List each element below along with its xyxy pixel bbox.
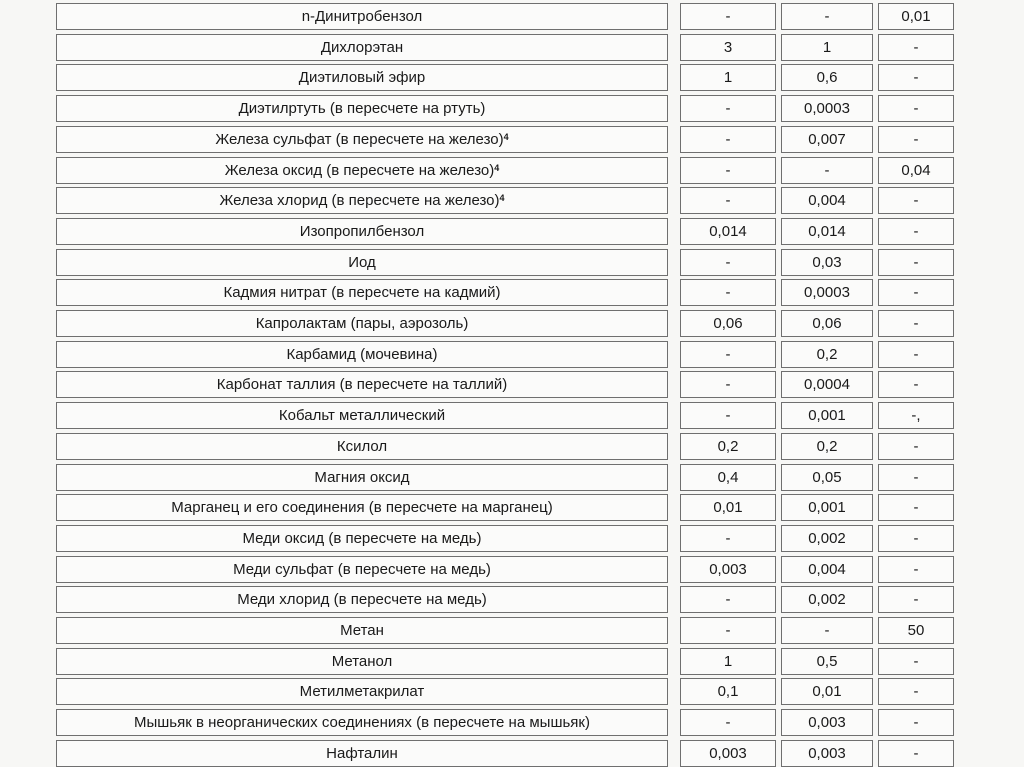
substance-name-cell: [56, 464, 668, 491]
substance-name-cell: [56, 556, 668, 583]
value-cell-1: -: [680, 279, 776, 306]
table-row: [0, 586, 1024, 613]
substance-name: Меди хлорид (в пересчете на медь): [237, 591, 487, 609]
table-row: [0, 64, 1024, 91]
table-row: [0, 740, 1024, 767]
substance-name: Мышьяк в неорганических соединениях (в пересчете на мышьяк): [134, 714, 590, 732]
substance-name-cell: [56, 617, 668, 644]
substance-name-cell: [56, 402, 668, 429]
substance-name: Железа хлорид (в пересчете на железо): [219, 192, 500, 210]
substance-name: Метанол: [331, 652, 393, 670]
value-cell-1: -: [680, 402, 776, 429]
value-cell-2: 0,0003: [781, 95, 873, 122]
value-cell-1: 1: [680, 648, 776, 675]
value-cell-1: -: [680, 525, 776, 552]
value-cell-1: -: [680, 157, 776, 184]
substance-name-cell: [56, 187, 668, 214]
value-cell-2: 0,2: [781, 341, 873, 368]
value-cell-2: 0,004: [781, 556, 873, 583]
table-row: [0, 126, 1024, 153]
value-cell-2: 0,007: [781, 126, 873, 153]
value-cell-1: 0,06: [680, 310, 776, 337]
substance-name: Марганец и его соединения (в пересчете на марганец): [171, 499, 553, 517]
table-row: [0, 341, 1024, 368]
table-row: [0, 34, 1024, 61]
substance-name: Капролактам (пары, аэрозоль): [255, 315, 469, 332]
value-cell-2: 0,0003: [781, 279, 873, 306]
value-cell-3: -: [878, 371, 954, 398]
footnote-mark: 4: [499, 193, 505, 204]
value-cell-2: 1: [781, 34, 873, 61]
value-cell-3: 0,04: [878, 157, 954, 184]
value-cell-1: -: [680, 187, 776, 214]
value-cell-2: 0,003: [781, 740, 873, 767]
table-row: [0, 617, 1024, 644]
substance-name: Меди оксид (в пересчете на медь): [242, 529, 482, 547]
substance-name-cell: [56, 64, 668, 91]
value-cell-3: -: [878, 678, 954, 705]
table-row: [0, 678, 1024, 705]
value-cell-3: -: [878, 586, 954, 613]
value-cell-1: 0,003: [680, 556, 776, 583]
value-cell-2: 0,2: [781, 433, 873, 460]
substance-name-cell: [56, 34, 668, 61]
substance-name: Железа сульфат (в пересчете на железо): [215, 130, 504, 148]
value-cell-1: -: [680, 3, 776, 30]
substance-name-cell: [56, 310, 668, 337]
value-cell-1: -: [680, 617, 776, 644]
value-cell-2: 0,004: [781, 187, 873, 214]
substance-name: Карбамид (мочевина): [286, 345, 438, 363]
value-cell-3: -: [878, 34, 954, 61]
value-cell-2: 0,002: [781, 586, 873, 613]
table-row: [0, 433, 1024, 460]
value-cell-1: 0,2: [680, 433, 776, 460]
value-cell-2: 0,6: [781, 64, 873, 91]
value-cell-2: 0,5: [781, 648, 873, 675]
substance-name: Кобальт металлический: [278, 407, 446, 425]
value-cell-1: -: [680, 126, 776, 153]
substance-name-cell: [56, 586, 668, 613]
substance-name: Метилметакрилат: [299, 683, 425, 701]
value-cell-1: 0,1: [680, 678, 776, 705]
value-cell-3: -: [878, 556, 954, 583]
value-cell-1: 0,014: [680, 218, 776, 245]
substance-name: Кадмия нитрат (в пересчете на кадмий): [223, 284, 501, 302]
substance-name-cell: [56, 126, 668, 153]
substance-name-cell: [56, 3, 668, 30]
value-cell-2: -: [781, 617, 873, 644]
value-cell-2: 0,002: [781, 525, 873, 552]
table-row: [0, 525, 1024, 552]
table-row: [0, 95, 1024, 122]
value-cell-3: -: [878, 126, 954, 153]
substance-name-cell: [56, 341, 668, 368]
substance-name-cell: [56, 648, 668, 675]
value-cell-3: -: [878, 64, 954, 91]
table-row: [0, 402, 1024, 429]
substance-name: Железа оксид (в пересчете на железо): [224, 161, 495, 179]
value-cell-3: -: [878, 740, 954, 767]
table-row: [0, 3, 1024, 30]
substance-name-cell: [56, 433, 668, 460]
substance-name-cell: [56, 157, 668, 184]
table-row: [0, 187, 1024, 214]
substance-name: Изопропилбензол: [299, 222, 425, 240]
value-cell-3: -: [878, 249, 954, 276]
table-row: [0, 157, 1024, 184]
value-cell-3: -: [878, 218, 954, 245]
value-cell-1: -: [680, 341, 776, 368]
value-cell-3: -,: [878, 402, 954, 429]
table-row: [0, 218, 1024, 245]
substance-name: Диэтиловый эфир: [298, 69, 426, 87]
value-cell-3: -: [878, 648, 954, 675]
value-cell-1: -: [680, 586, 776, 613]
substance-name-cell: [56, 95, 668, 122]
value-cell-1: -: [680, 371, 776, 398]
value-cell-1: 0,003: [680, 740, 776, 767]
substance-name-cell: [56, 525, 668, 552]
table-row: [0, 556, 1024, 583]
value-cell-2: 0,001: [781, 402, 873, 429]
table-row: [0, 371, 1024, 398]
substance-name: Иод: [348, 253, 376, 271]
value-cell-1: 1: [680, 64, 776, 91]
value-cell-1: 3: [680, 34, 776, 61]
substance-name-cell: [56, 678, 668, 705]
footnote-mark: 4: [503, 131, 509, 142]
table-row: [0, 494, 1024, 521]
table-row: [0, 464, 1024, 491]
substance-name: Метан: [340, 622, 384, 639]
substance-name-cell: [56, 249, 668, 276]
substance-name: Нафталин: [326, 744, 398, 762]
table-row: [0, 249, 1024, 276]
value-cell-3: -: [878, 279, 954, 306]
substance-name-cell: [56, 279, 668, 306]
table-row: [0, 648, 1024, 675]
value-cell-3: 0,01: [878, 3, 954, 30]
substance-name-cell: [56, 709, 668, 736]
table-row: [0, 279, 1024, 306]
substance-name: Магния оксид: [314, 468, 410, 486]
value-cell-3: -: [878, 95, 954, 122]
value-cell-2: 0,03: [781, 249, 873, 276]
value-cell-3: -: [878, 464, 954, 491]
value-cell-1: 0,01: [680, 494, 776, 521]
value-cell-2: 0,014: [781, 218, 873, 245]
value-cell-1: -: [680, 249, 776, 276]
value-cell-1: -: [680, 709, 776, 736]
value-cell-2: 0,0004: [781, 371, 873, 398]
substance-name-cell: [56, 371, 668, 398]
table-row: [0, 709, 1024, 736]
value-cell-1: 0,4: [680, 464, 776, 491]
value-cell-3: -: [878, 310, 954, 337]
value-cell-1: -: [680, 95, 776, 122]
value-cell-2: 0,003: [781, 709, 873, 736]
value-cell-2: -: [781, 3, 873, 30]
substance-name: Дихлорэтан: [320, 38, 404, 56]
value-cell-3: 50: [878, 617, 954, 644]
value-cell-3: -: [878, 433, 954, 460]
value-cell-2: 0,001: [781, 494, 873, 521]
value-cell-2: 0,01: [781, 678, 873, 705]
substance-name: Меди сульфат (в пересчете на медь): [233, 560, 491, 578]
table-row: [0, 310, 1024, 337]
substance-name: Диэтилртуть (в пересчете на ртуть): [238, 100, 486, 118]
substance-name-cell: [56, 740, 668, 767]
value-cell-2: 0,05: [781, 464, 873, 491]
footnote-mark: 4: [494, 162, 500, 173]
substance-name: Карбонат таллия (в пересчете на таллий): [216, 376, 508, 394]
value-cell-2: 0,06: [781, 310, 873, 337]
substance-name-cell: [56, 494, 668, 521]
value-cell-3: -: [878, 341, 954, 368]
substance-name: n-Динитробензол: [301, 8, 423, 25]
substance-name: Ксилол: [336, 437, 388, 455]
value-cell-2: -: [781, 157, 873, 184]
substance-name-cell: [56, 218, 668, 245]
value-cell-3: -: [878, 525, 954, 552]
value-cell-3: -: [878, 494, 954, 521]
value-cell-3: -: [878, 709, 954, 736]
value-cell-3: -: [878, 187, 954, 214]
